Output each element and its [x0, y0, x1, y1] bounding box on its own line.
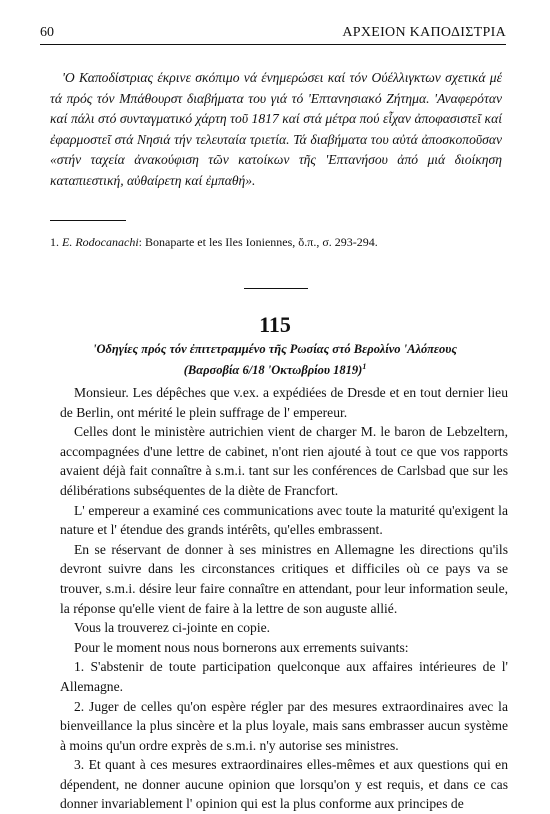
- letter-body: [60, 383, 508, 814]
- running-title: ΑΡΧΕΙΟΝ ΚΑΠΟΔΙΣΤΡΙΑ: [342, 25, 506, 40]
- body-paragraph: Celles dont le ministère autrichien vient de charger M. le baron de Lebzeltern, accompagnées d'une lettre de cabinet, n'ont rien ajouté à tout ce que vos rapports avaient déjà fait connaître à s.m.i. tant sur les conférences de Carlsbad que sur les délibérations subséquentes de la diète de Francfort.: [60, 424, 508, 498]
- footnote-author: E. Rodocanachi: [62, 235, 139, 249]
- body-paragraph: 2. Juger de celles qu'on espère régler par des mesures extraordinaires avec la bienveillance la plus sincère et la plus loyale, mais sans embrasser aucun système à moins qu'un ordre exprès de s.m.i. n'y autorise ses ministres.: [60, 698, 508, 753]
- body-paragraph: 3. Et quant à ces mesures extraordinaires elles-mêmes et aux questions qui en dépendent, ne donner aucune opinion que lorsqu'on y est requis, et dans ce cas donner invariablement l' opinion qui est la plus conforme aux principes de: [60, 757, 508, 812]
- document-heading: [60, 341, 490, 379]
- document-number: 115: [259, 312, 291, 337]
- document-heading-note: 1: [362, 362, 367, 371]
- document-heading-line-1: 'Οδηγίες πρός τόν ἐπιτετραμμένο τῆς Ρωσίας στό Βερολίνο 'Αλόπεους: [92, 342, 457, 356]
- page-number: 60: [40, 25, 54, 40]
- footnote-marker: 1.: [50, 235, 59, 249]
- footnote-text: : Bonaparte et les Iles Ioniennes, ὅ.π., σ. 293-294.: [138, 235, 378, 249]
- footnote-divider: [50, 220, 126, 221]
- footnote: [50, 234, 502, 250]
- body-paragraph: Monsieur. Les dépêches que v.ex. a expédiées de Dresde et en tout dernier lieu de Berlin, ont mérité le plein suffrage de l' empereur.: [60, 385, 508, 420]
- body-paragraph: Vous la trouverez ci-jointe en copie.: [74, 620, 271, 636]
- document-heading-line-2: (Βαρσοβία 6/18 'Οκτωβρίου 1819): [183, 363, 363, 378]
- body-paragraph: Pour le moment nous nous bornerons aux errements suivants:: [74, 639, 409, 655]
- body-paragraph: L' empereur a examiné ces communications avec toute la maturité qu'exigent la nature et l' étendue des grands intérêts, qu'elles embrassent.: [60, 502, 508, 538]
- body-paragraph: En se réservant de donner à ses ministres en Allemagne les directions qu'ils devront suivre dans les circonstances critiques et difficiles où ce pays va se trouver, s.m.i. désire leur faire connaître en attendant, pour leur information seule, la réponse qu'elle vient de faire à la lettre de son auguste allié.: [60, 541, 508, 616]
- running-header: [40, 22, 506, 45]
- section-divider: [244, 288, 308, 289]
- body-paragraph: 1. S'abstenir de toute participation quelconque aux affaires intérieures de l' Allemagne.: [60, 659, 508, 694]
- greek-commentary-paragraph: 'Ο Καποδίστριας έκρινε σκόπιμο νά ένημερώσει καί τόν Ούέλλιγκτων σχετικά μέ τά πρός τόν Μπάθουρστ διαβήματα του γιά τό 'Επτανησιακό Ζήτημα. 'Αναφερόταν καί πάλι στό συνταγματικό χάρτη τοῦ 1817 καί στά μέτρα πού εἶχαν ἀποφασιστεῖ καί ἐφαρμοστεῖ στά Νησιά τήν τελευταία τριετία. Τά διαβήματα του αὐτά ἀποσκοποῦσαν «στήν ταχεία ἀνακούφιση τῶν κατοίκων τῆς 'Επτανήσου ἀπό μιά διοίκηση καταπιεστική, αὐθαίρετη καί ἐμπαθή».: [50, 70, 502, 188]
